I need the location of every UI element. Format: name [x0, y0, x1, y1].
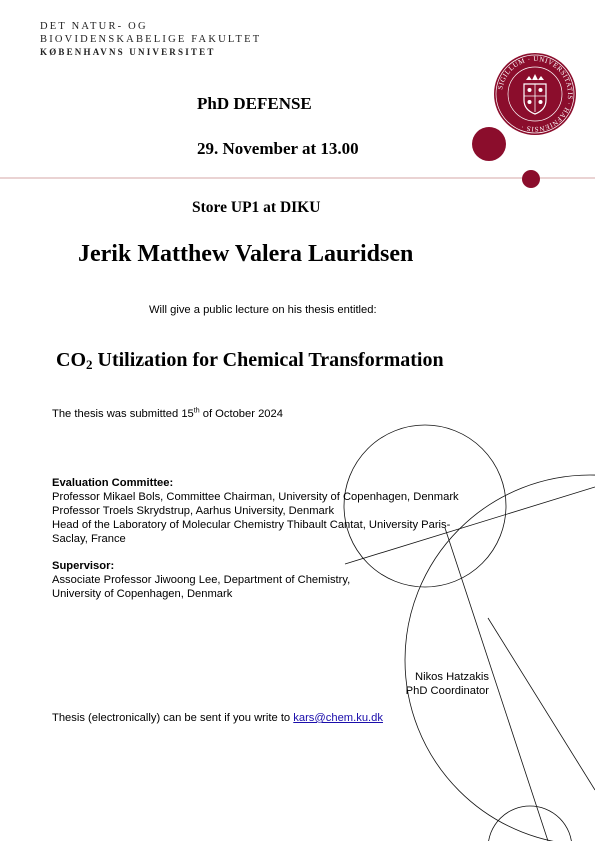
- thesis-title-prefix: CO: [56, 349, 86, 371]
- diagonal-line-3: [488, 618, 595, 790]
- thesis-title-subscript: 2: [86, 357, 93, 372]
- committee-heading: Evaluation Committee:: [52, 477, 174, 489]
- supervisor-line: Associate Professor Jiwoong Lee, Department of Chemistry,: [52, 574, 351, 586]
- committee-member: Head of the Laboratory of Molecular Chemistry Thibault Cantat, University Paris-: [52, 519, 451, 531]
- contact-email-link[interactable]: kars@chem.ku.dk: [293, 712, 383, 724]
- thesis-title-rest: Utilization for Chemical Transformation: [92, 349, 444, 371]
- faculty-line-1: DET NATUR- OG: [40, 21, 148, 32]
- committee-member: Professor Troels Skrydstrup, Aarhus University, Denmark: [52, 505, 335, 517]
- coordinator-name: Nikos Hatzakis: [415, 671, 489, 683]
- candidate-name: Jerik Matthew Valera Lauridsen: [78, 241, 414, 267]
- university-seal-logo: [493, 52, 577, 136]
- event-datetime: 29. November at 13.00: [197, 139, 359, 158]
- submitted-date: [52, 408, 283, 421]
- submitted-suffix: of October 2024: [199, 408, 283, 420]
- svg-text:SIGILLUM · UNIVERSITATIS · HAF: SIGILLUM · UNIVERSITATIS · HAFNIENSIS ·: [496, 54, 575, 134]
- faculty-line-2: BIOVIDENSKABELIGE FAKULTET: [40, 34, 262, 45]
- coordinator-role: PhD Coordinator: [405, 685, 489, 697]
- submitted-sup: th: [193, 407, 200, 415]
- committee-member: Saclay, France: [52, 533, 126, 545]
- faculty-line-3: KØBENHAVNS UNIVERSITET: [40, 47, 216, 57]
- thesis-title: [56, 349, 444, 372]
- supervisor-line: University of Copenhagen, Denmark: [52, 588, 233, 600]
- bottom-circle: [488, 806, 572, 841]
- contact-line: [52, 712, 383, 725]
- outline-circle: [344, 425, 506, 587]
- submitted-prefix: The thesis was submitted 15: [52, 408, 194, 420]
- contact-text: Thesis (electronically) can be sent if you write to: [52, 712, 294, 724]
- committee-member: Professor Mikael Bols, Committee Chairman, University of Copenhagen, Denmark: [52, 491, 459, 503]
- lecture-intro: Will give a public lecture on his thesis entitled:: [149, 304, 377, 316]
- small-red-dot: [522, 170, 540, 188]
- event-title: PhD DEFENSE: [197, 94, 312, 113]
- event-location: Store UP1 at DIKU: [192, 199, 321, 216]
- supervisor-heading: Supervisor:: [52, 560, 115, 572]
